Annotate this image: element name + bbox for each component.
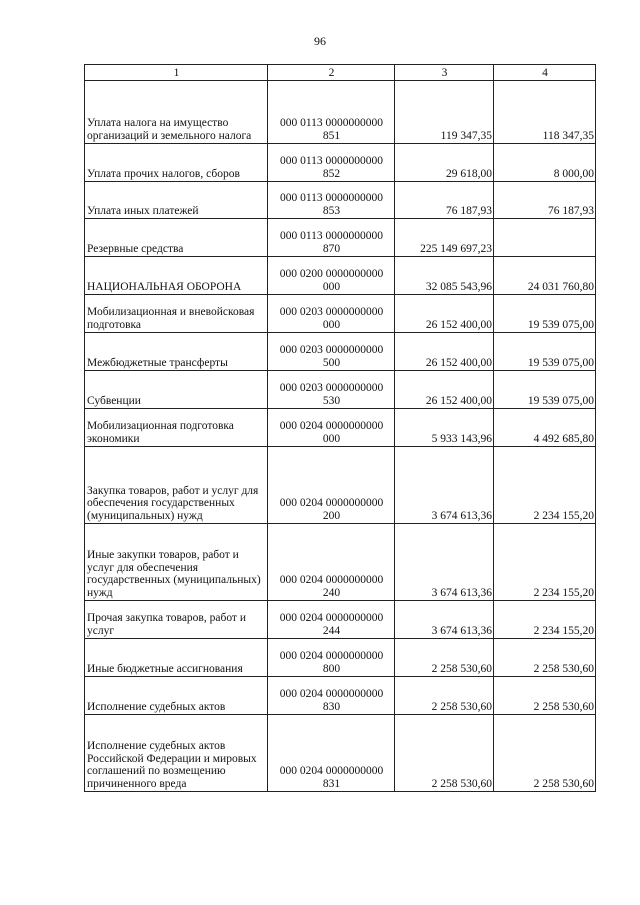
row-value-col3: 76 187,93 — [395, 182, 494, 219]
column-header-3: 3 — [395, 65, 494, 81]
row-value-col4: 19 539 075,00 — [494, 295, 596, 333]
row-value-col4: 8 000,00 — [494, 144, 596, 182]
row-code-type: 830 — [322, 700, 341, 713]
row-code-type: 244 — [322, 624, 341, 637]
row-value-col4: 19 539 075,00 — [494, 333, 596, 371]
row-code-main: 000 0203 0000000000 — [279, 344, 384, 356]
row-value-col3: 3 674 613,36 — [395, 524, 494, 601]
row-name: Исполнение судебных актов Российской Федерации и мировых соглашений по возмещению причиненного вреда — [85, 715, 268, 792]
row-code-type: 530 — [322, 394, 341, 407]
row-code — [268, 677, 395, 715]
row-code-type: 800 — [322, 662, 341, 675]
row-value-col4: 2 234 155,20 — [494, 447, 596, 524]
row-code-type: 240 — [322, 586, 341, 599]
table-row — [85, 182, 596, 219]
table-row — [85, 639, 596, 677]
row-name: Межбюджетные трансферты — [85, 333, 268, 371]
row-value-col4: 2 258 530,60 — [494, 715, 596, 792]
row-code-main: 000 0204 0000000000 — [279, 688, 384, 700]
row-name: Мобилизационная и вневойсковая подготовка — [85, 295, 268, 333]
page-number: 96 — [314, 34, 326, 48]
row-code-main: 000 0204 0000000000 — [279, 612, 384, 624]
row-code-main: 000 0200 0000000000 — [279, 268, 384, 280]
row-value-col3: 225 149 697,23 — [395, 219, 494, 257]
row-code — [268, 715, 395, 792]
row-code-type: 000 — [322, 432, 341, 445]
row-value-col3: 3 674 613,36 — [395, 447, 494, 524]
row-name: Прочая закупка товаров, работ и услуг — [85, 601, 268, 639]
row-code — [268, 257, 395, 295]
row-code-main: 000 0204 0000000000 — [279, 765, 384, 777]
row-name: Уплата налога на имущество организаций и земельного налога — [85, 81, 268, 144]
row-code-main: 000 0204 0000000000 — [279, 574, 384, 586]
row-code-type: 500 — [322, 356, 341, 369]
row-name: Резервные средства — [85, 219, 268, 257]
column-header-2: 2 — [268, 65, 395, 81]
row-code-type: 870 — [322, 242, 341, 255]
row-code — [268, 524, 395, 601]
table-row — [85, 715, 596, 792]
row-value-col3: 26 152 400,00 — [395, 295, 494, 333]
row-code-main: 000 0204 0000000000 — [279, 420, 384, 432]
row-value-col3: 5 933 143,96 — [395, 409, 494, 447]
row-code — [268, 81, 395, 144]
row-code-main: 000 0203 0000000000 — [279, 306, 384, 318]
row-code — [268, 409, 395, 447]
row-code — [268, 219, 395, 257]
column-header-4: 4 — [494, 65, 596, 81]
row-name: Уплата иных платежей — [85, 182, 268, 219]
row-name: Субвенции — [85, 371, 268, 409]
row-value-col4: 24 031 760,80 — [494, 257, 596, 295]
row-code-type: 200 — [322, 509, 341, 522]
row-value-col3: 2 258 530,60 — [395, 677, 494, 715]
row-code — [268, 601, 395, 639]
row-name: Закупка товаров, работ и услуг для обеспечения государственных (муниципальных) нужд — [85, 447, 268, 524]
row-code-type: 852 — [322, 167, 341, 180]
row-value-col4: 118 347,35 — [494, 81, 596, 144]
row-code-main: 000 0113 0000000000 — [279, 192, 384, 204]
column-header-1: 1 — [85, 65, 268, 81]
table-row — [85, 371, 596, 409]
row-value-col4: 2 258 530,60 — [494, 677, 596, 715]
budget-table-body — [85, 65, 596, 792]
row-code-main: 000 0113 0000000000 — [279, 155, 384, 167]
row-code — [268, 639, 395, 677]
row-value-col4: 2 234 155,20 — [494, 524, 596, 601]
row-code — [268, 295, 395, 333]
row-code-main: 000 0113 0000000000 — [279, 117, 384, 129]
table-row — [85, 447, 596, 524]
row-value-col4 — [494, 219, 596, 257]
row-name: Уплата прочих налогов, сборов — [85, 144, 268, 182]
row-code-main: 000 0204 0000000000 — [279, 650, 384, 662]
row-code — [268, 447, 395, 524]
table-row — [85, 409, 596, 447]
row-code — [268, 333, 395, 371]
budget-table — [84, 64, 596, 792]
row-code-type: 000 — [322, 280, 341, 293]
row-code-main: 000 0113 0000000000 — [279, 230, 384, 242]
row-value-col3: 2 258 530,60 — [395, 715, 494, 792]
table-row — [85, 524, 596, 601]
row-value-col3: 119 347,35 — [395, 81, 494, 144]
row-value-col3: 32 085 543,96 — [395, 257, 494, 295]
row-code-type: 853 — [322, 204, 341, 217]
row-code — [268, 182, 395, 219]
row-value-col4: 4 492 685,80 — [494, 409, 596, 447]
row-value-col3: 3 674 613,36 — [395, 601, 494, 639]
table-row — [85, 295, 596, 333]
row-value-col4: 2 234 155,20 — [494, 601, 596, 639]
table-row — [85, 81, 596, 144]
row-code-type: 000 — [322, 318, 341, 331]
row-value-col3: 26 152 400,00 — [395, 371, 494, 409]
row-code-type: 831 — [322, 777, 341, 790]
table-row — [85, 601, 596, 639]
table-row — [85, 257, 596, 295]
table-row — [85, 677, 596, 715]
row-code-main: 000 0204 0000000000 — [279, 497, 384, 509]
row-name: НАЦИОНАЛЬНАЯ ОБОРОНА — [85, 257, 268, 295]
row-value-col4: 2 258 530,60 — [494, 639, 596, 677]
row-name: Иные бюджетные ассигнования — [85, 639, 268, 677]
row-value-col3: 26 152 400,00 — [395, 333, 494, 371]
table-row — [85, 144, 596, 182]
row-value-col3: 29 618,00 — [395, 144, 494, 182]
row-value-col3: 2 258 530,60 — [395, 639, 494, 677]
row-code — [268, 371, 395, 409]
row-code-main: 000 0203 0000000000 — [279, 382, 384, 394]
row-value-col4: 19 539 075,00 — [494, 371, 596, 409]
header-row — [85, 65, 596, 81]
row-code — [268, 144, 395, 182]
row-value-col4: 76 187,93 — [494, 182, 596, 219]
row-name: Иные закупки товаров, работ и услуг для обеспечения государственных (муниципальных) нужд — [85, 524, 268, 601]
table-row — [85, 219, 596, 257]
row-code-type: 851 — [322, 129, 341, 142]
table-row — [85, 333, 596, 371]
row-name: Исполнение судебных актов — [85, 677, 268, 715]
row-name: Мобилизационная подготовка экономики — [85, 409, 268, 447]
